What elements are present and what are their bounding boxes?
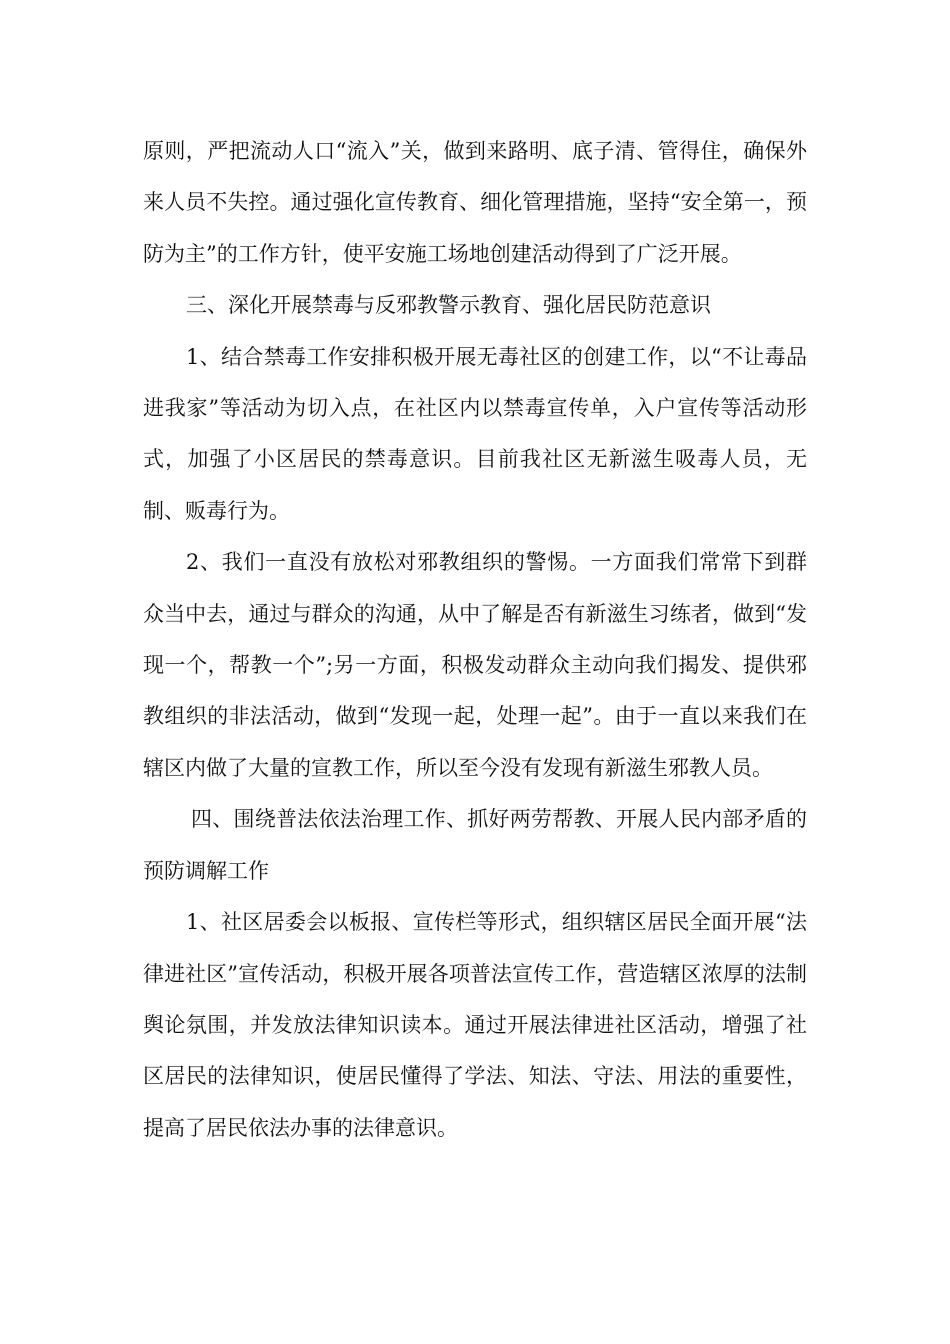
section-heading-4: 四、围绕普法依法治理工作、抓好两劳帮教、开展人民内部矛盾的预防调解工作 <box>143 807 807 883</box>
paragraph-4-1: 1、社区居委会以板报、宣传栏等形式，组织辖区居民全面开展“法律进社区”宣传活动，积极开展各项普法宣传工作，营造辖区浓厚的法制舆论氛围，并发放法律知识读本。通过开展法律进社区活动，增强了社区居民的法律知识，使居民懂得了学法、知法、守法、用法的重要性，提高了居民依法办事的法律意识。 <box>143 910 807 1140</box>
section-heading-3: 三、深化开展禁毒与反邪教警示教育、强化居民防范意识 <box>186 293 711 318</box>
paragraph-3-2: 2、我们一直没有放松对邪教组织的警惕。一方面我们常常下到群众当中去，通过与群众的沟通，从中了解是否有新滋生习练者，做到“发现一个，帮教一个”;另一方面，积极发动群众主动向我们揭发、提供邪教组织的非法活动，做到“发现一起，处理一起”。由于一直以来我们在辖区内做了大量的宣教工作，所以至今没有发现有新滋生邪教人员。 <box>143 550 807 780</box>
paragraph-3-1: 1、结合禁毒工作安排积极开展无毒社区的创建工作，以“不让毒品进我家”等活动为切入点，在社区内以禁毒宣传单，入户宣传等活动形式，加强了小区居民的禁毒意识。目前我社区无新滋生吸毒人员，无制、贩毒行为。 <box>143 344 807 523</box>
paragraph-continuation: 原则，严把流动人口“流入”关，做到来路明、底子清、管得住，确保外来人员不失控。通过强化宣传教育、细化管理措施，坚持“安全第一，预防为主”的工作方针，使平安施工场地创建活动得到了广泛开展。 <box>143 139 807 266</box>
document-body <box>143 126 807 1154</box>
